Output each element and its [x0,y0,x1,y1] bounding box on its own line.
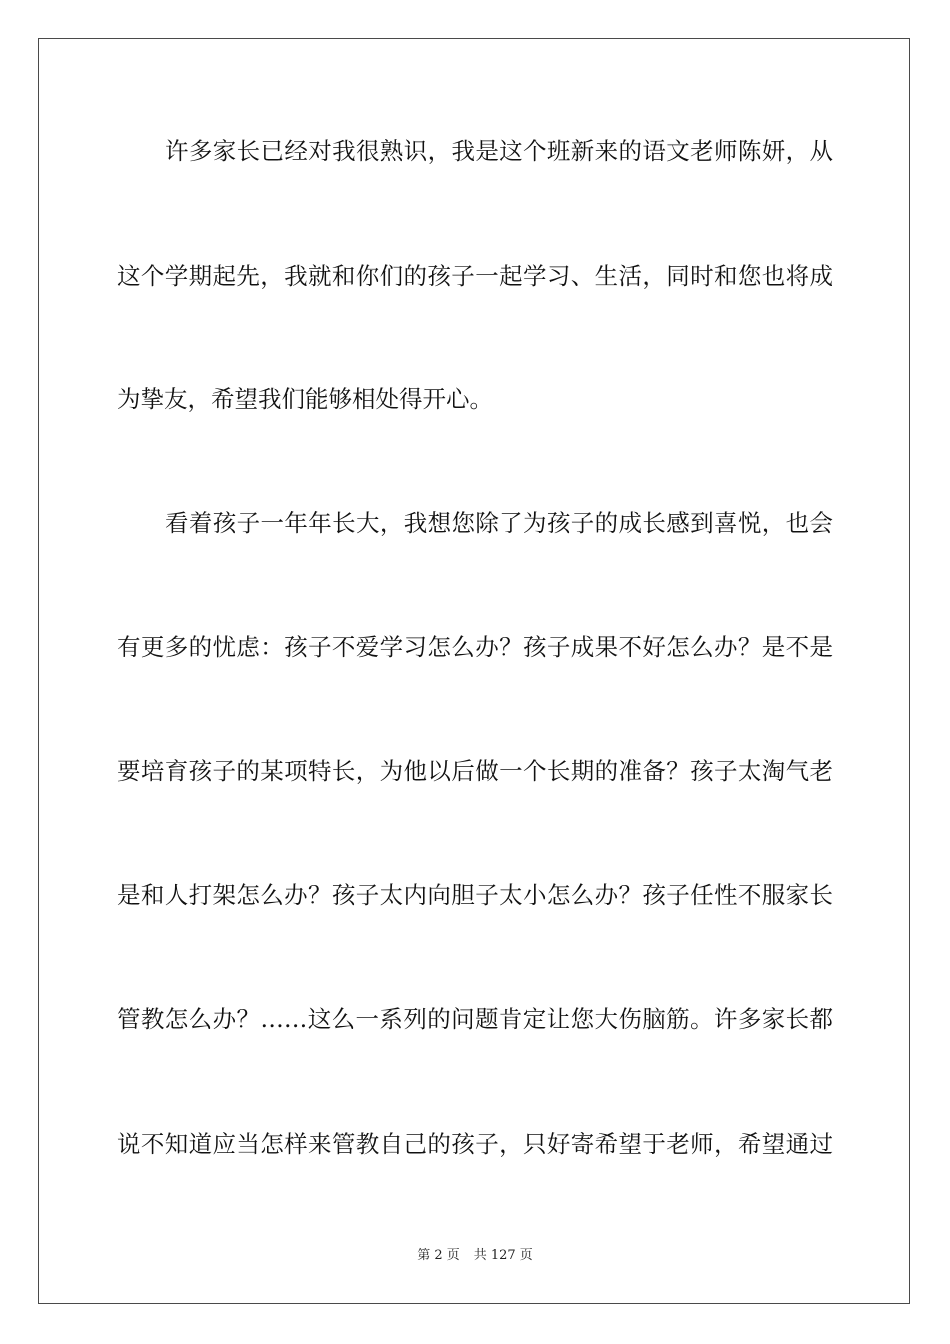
paragraph-2-line-1: 看着孩子一年年长大，我想您除了为孩子的成长感到喜悦，也会 [165,509,833,537]
paragraph-1-line-1: 许多家长已经对我很熟识，我是这个班新来的语文老师陈妍，从 [165,137,833,165]
page-number: 第 2 页 [417,1248,460,1263]
paragraph-2-line-4: 是和人打架怎么办？孩子太内向胆子太小怎么办？孩子任性不服家长 [117,881,833,909]
page-footer [0,1248,950,1264]
paragraph-1-line-2: 这个学期起先，我就和你们的孩子一起学习、生活，同时和您也将成 [117,262,833,290]
page-frame [38,38,910,1304]
paragraph-2-line-6: 说不知道应当怎样来管教自己的孩子，只好寄希望于老师，希望通过 [117,1130,833,1158]
paragraph-1-line-3: 为挚友，希望我们能够相处得开心。 [117,385,493,413]
paragraph-2-line-3: 要培育孩子的某项特长，为他以后做一个长期的准备？孩子太淘气老 [117,757,833,785]
paragraph-2-line-2: 有更多的忧虑：孩子不爱学习怎么办？孩子成果不好怎么办？是不是 [117,633,833,661]
paragraph-2-line-5: 管教怎么办？……这么一系列的问题肯定让您大伤脑筋。许多家长都 [117,1005,833,1033]
page-total: 共 127 页 [473,1248,533,1263]
